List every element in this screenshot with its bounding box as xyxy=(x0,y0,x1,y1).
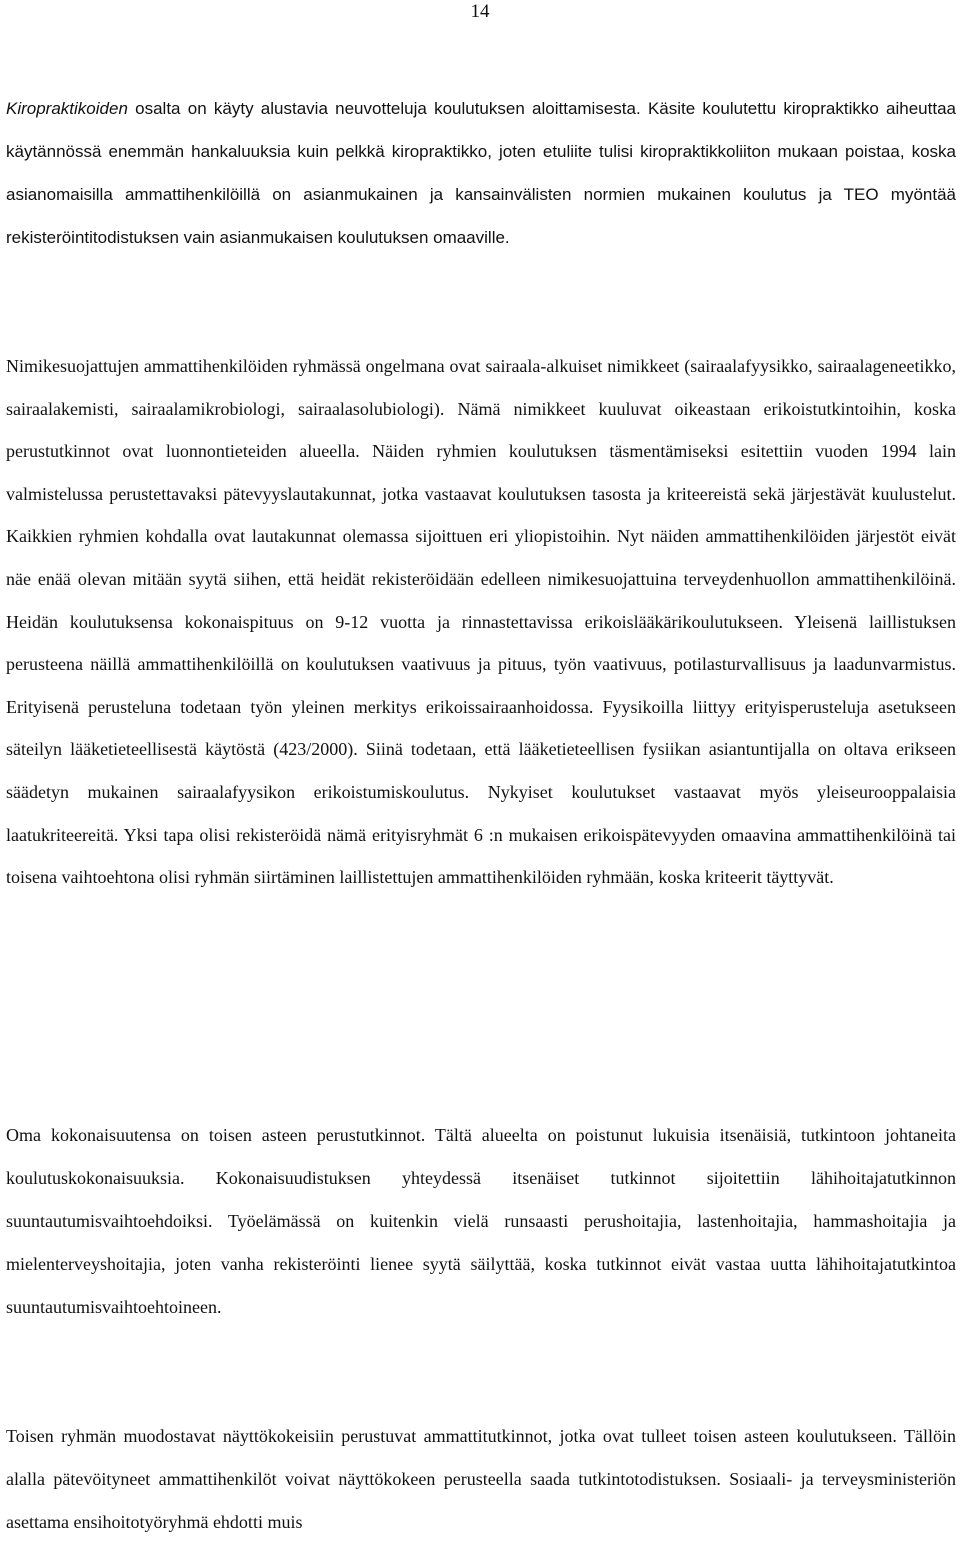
paragraph-1-text: Käsite koulutettu kiropraktikko aiheuttaa käytännössä enemmän hankaluuksia kuin pelkkä kiropraktikko, joten etuliite tulisi kiropraktikkoliiton mukaan poistaa, koska asianomaisilla ammattihenkilöillä on asianmukainen ja kansainvälisten normien mukainen koulutus ja TEO myöntää rekisteröintitodistuksen vain asianmukaisen koulutuksen omaaville. xyxy=(6,99,956,247)
paragraph-2: Nimikesuojattujen ammattihenkilöiden ryhmässä ongelmana ovat sairaala-alkuiset nimikkeet (sairaalafyysikko, sairaalageneetikko, sairaalakemisti, sairaalamikrobiologi, sairaalasolubiologi). Nämä nimikkeet kuuluvat oikeastaan erikoistutkintoihin, koska perustutkinnot ovat luonnontieteiden alueella. Näiden ryhmien koulutuksen täsmentämiseksi esitettiin vuoden 1994 lain valmistelussa perustettavaksi pätevyyslautakunnat, jotka vastaavat koulutuksen tasosta ja kriteereistä sekä järjestävät kuulustelut. Kaikkien ryhmien kohdalla ovat lautakunnat olemassa sijoittuen eri yliopistoihin. Nyt näiden ammattihenkilöiden järjestöt eivät näe enää olevan mitään syytä siihen, että heidät rekisteröidään edelleen nimikesuojattuina terveydenhuollon ammattihenkilöinä. Heidän koulutuksensa kokonaispituus on 9-12 vuotta ja rinnastettavissa erikoislääkärikoulutukseen. Yleisenä laillistuksen perusteena näillä ammattihenkilöillä on koulutuksen vaativuus ja pituus, työn vaativuus, potilasturvallisuus ja laadunvarmistus. Erityisenä perusteluna todetaan työn yleinen merkitys erikoissairaanhoidossa. Fyysikoilla liittyy erityisperusteluja asetukseen säteilyn lääketieteellisestä käytöstä (423/2000). Siinä todetaan, että lääketieteellisen fysiikan asiantuntijalla on oltava erikseen säädetyn mukainen sairaalafyysikon erikoistumiskoulutus. Nykyiset koulutukset vastaavat myös yleiseurooppalaisia laatukriteereitä. Yksi tapa olisi rekisteröidä nämä erityisryhmät 6 :n mukaisen erikoispätevyyden omaavina ammattihenkilöinä tai toisena vaihtoehtona olisi ryhmän siirtäminen laillistettujen ammattihenkilöiden ryhmään, koska kriteerit täyttyvät. xyxy=(6,356,956,888)
paragraph-3: Oma kokonaisuutensa on toisen asteen perustutkinnot. Tältä alueelta on poistunut lukuisia itsenäisiä, tutkintoon johtaneita koulutuskokonaisuuksia. Kokonaisuudistuksen yhteydessä itsenäiset tutkinnot sijoitettiin lähihoitajatutkinnon suuntautumisvaihtoehdoiksi. Työelämässä on kuitenkin vielä runsaasti perushoitajia, lastenhoitajia, hammashoitajia ja mielenterveyshoitajia, joten vanha rekisteröinti lienee syytä säilyttää, koska tutkinnot eivät vastaa uutta lähihoitajatutkintoa suuntautumisvaihtoehtoineen. xyxy=(6,1125,956,1317)
page-number: 14 xyxy=(470,1,490,22)
paragraph-1 xyxy=(6,87,956,259)
paragraph-1-lead-rest: osalta on käyty alustavia neuvotteluja koulutuksen aloittamisesta. xyxy=(127,99,641,118)
paragraph-4: Toisen ryhmän muodostavat näyttökokeisiin perustuvat ammattitutkinnot, jotka ovat tulleet toisen asteen koulutukseen. Tällöin alalla pätevöityneet ammattihenkilöt voivat näyttökokeen perusteella saada tutkintotodistuksen. Sosiaali- ja terveysministeriön asettama ensihoitotyöryhmä ehdotti muis xyxy=(6,1426,956,1532)
paragraph-1-lead-italic: Kiropraktikoiden xyxy=(6,99,128,118)
